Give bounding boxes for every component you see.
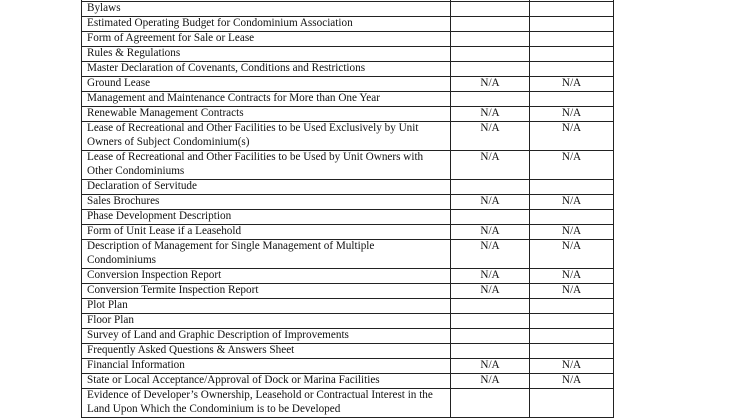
table-row <box>82 180 614 195</box>
column-a-cell <box>451 62 530 77</box>
column-a-cell <box>451 329 530 344</box>
column-b-cell: N/A <box>530 284 614 299</box>
row-label: Evidence of Developer’s Ownership, Leasehold or Contractual Interest in the Land Upon Which the Condominium is to be Developed <box>82 389 451 418</box>
column-b-cell: N/A <box>530 122 614 151</box>
table-row <box>82 122 614 151</box>
row-label: Lease of Recreational and Other Facilities to be Used by Unit Owners with Other Condominiums <box>82 151 451 180</box>
column-b-cell: N/A <box>530 269 614 284</box>
column-b-cell: N/A <box>530 107 614 122</box>
column-a-cell <box>451 389 530 418</box>
row-label: Rules & Regulations <box>82 47 451 62</box>
column-a-cell: N/A <box>451 284 530 299</box>
row-label: Conversion Inspection Report <box>82 269 451 284</box>
column-b-cell <box>530 32 614 47</box>
table-row <box>82 210 614 225</box>
row-label: Financial Information <box>82 359 451 374</box>
table-row <box>82 284 614 299</box>
row-label: Plot Plan <box>82 299 451 314</box>
column-a-cell <box>451 2 530 17</box>
row-label: Description of Management for Single Management of Multiple Condominiums <box>82 240 451 269</box>
column-a-cell <box>451 210 530 225</box>
column-a-cell: N/A <box>451 77 530 92</box>
column-a-cell <box>451 17 530 32</box>
table-row <box>82 269 614 284</box>
column-a-cell: N/A <box>451 151 530 180</box>
column-b-cell <box>530 299 614 314</box>
column-b-cell <box>530 62 614 77</box>
table-row <box>82 92 614 107</box>
row-label: State or Local Acceptance/Approval of Dock or Marina Facilities <box>82 374 451 389</box>
column-a-cell: N/A <box>451 107 530 122</box>
table-row <box>82 47 614 62</box>
column-b-cell <box>530 2 614 17</box>
table-row <box>82 374 614 389</box>
column-a-cell: N/A <box>451 240 530 269</box>
row-label: Phase Development Description <box>82 210 451 225</box>
column-b-cell <box>530 92 614 107</box>
column-a-cell <box>451 314 530 329</box>
row-label: Bylaws <box>82 2 451 17</box>
column-b-cell: N/A <box>530 77 614 92</box>
row-label: Management and Maintenance Contracts for More than One Year <box>82 92 451 107</box>
document-checklist-table <box>81 0 614 418</box>
row-label: Ground Lease <box>82 77 451 92</box>
table-row <box>82 329 614 344</box>
table-row <box>82 195 614 210</box>
column-a-cell <box>451 47 530 62</box>
table-row <box>82 151 614 180</box>
column-b-cell <box>530 314 614 329</box>
table-row <box>82 359 614 374</box>
table-row <box>82 240 614 269</box>
row-label: Master Declaration of Covenants, Conditions and Restrictions <box>82 62 451 77</box>
column-b-cell: N/A <box>530 359 614 374</box>
column-b-cell <box>530 180 614 195</box>
column-a-cell: N/A <box>451 225 530 240</box>
table-row <box>82 62 614 77</box>
column-b-cell <box>530 17 614 32</box>
row-label: Form of Unit Lease if a Leasehold <box>82 225 451 240</box>
table-row <box>82 17 614 32</box>
row-label: Lease of Recreational and Other Facilities to be Used Exclusively by Unit Owners of Subject Condominium(s) <box>82 122 451 151</box>
table-row <box>82 389 614 418</box>
column-b-cell <box>530 210 614 225</box>
column-b-cell <box>530 344 614 359</box>
row-label: Estimated Operating Budget for Condominium Association <box>82 17 451 32</box>
column-b-cell: N/A <box>530 151 614 180</box>
column-b-cell <box>530 47 614 62</box>
column-a-cell: N/A <box>451 269 530 284</box>
column-a-cell: N/A <box>451 374 530 389</box>
column-a-cell: N/A <box>451 122 530 151</box>
table-row <box>82 107 614 122</box>
row-label: Frequently Asked Questions & Answers Sheet <box>82 344 451 359</box>
table-row <box>82 314 614 329</box>
table-row <box>82 299 614 314</box>
checklist-body <box>82 0 614 418</box>
table-row <box>82 2 614 17</box>
row-label: Declaration of Servitude <box>82 180 451 195</box>
row-label: Form of Agreement for Sale or Lease <box>82 32 451 47</box>
column-a-cell <box>451 344 530 359</box>
row-label: Floor Plan <box>82 314 451 329</box>
column-a-cell <box>451 180 530 195</box>
column-a-cell <box>451 32 530 47</box>
column-b-cell: N/A <box>530 195 614 210</box>
column-b-cell: N/A <box>530 374 614 389</box>
table-row <box>82 225 614 240</box>
column-a-cell <box>451 92 530 107</box>
column-b-cell <box>530 329 614 344</box>
column-b-cell: N/A <box>530 225 614 240</box>
table-row <box>82 344 614 359</box>
column-a-cell <box>451 299 530 314</box>
column-a-cell: N/A <box>451 359 530 374</box>
row-label: Sales Brochures <box>82 195 451 210</box>
row-label: Survey of Land and Graphic Description of Improvements <box>82 329 451 344</box>
column-b-cell <box>530 389 614 418</box>
column-a-cell: N/A <box>451 195 530 210</box>
column-b-cell: N/A <box>530 240 614 269</box>
row-label: Renewable Management Contracts <box>82 107 451 122</box>
row-label: Conversion Termite Inspection Report <box>82 284 451 299</box>
table-row <box>82 32 614 47</box>
table-row <box>82 77 614 92</box>
